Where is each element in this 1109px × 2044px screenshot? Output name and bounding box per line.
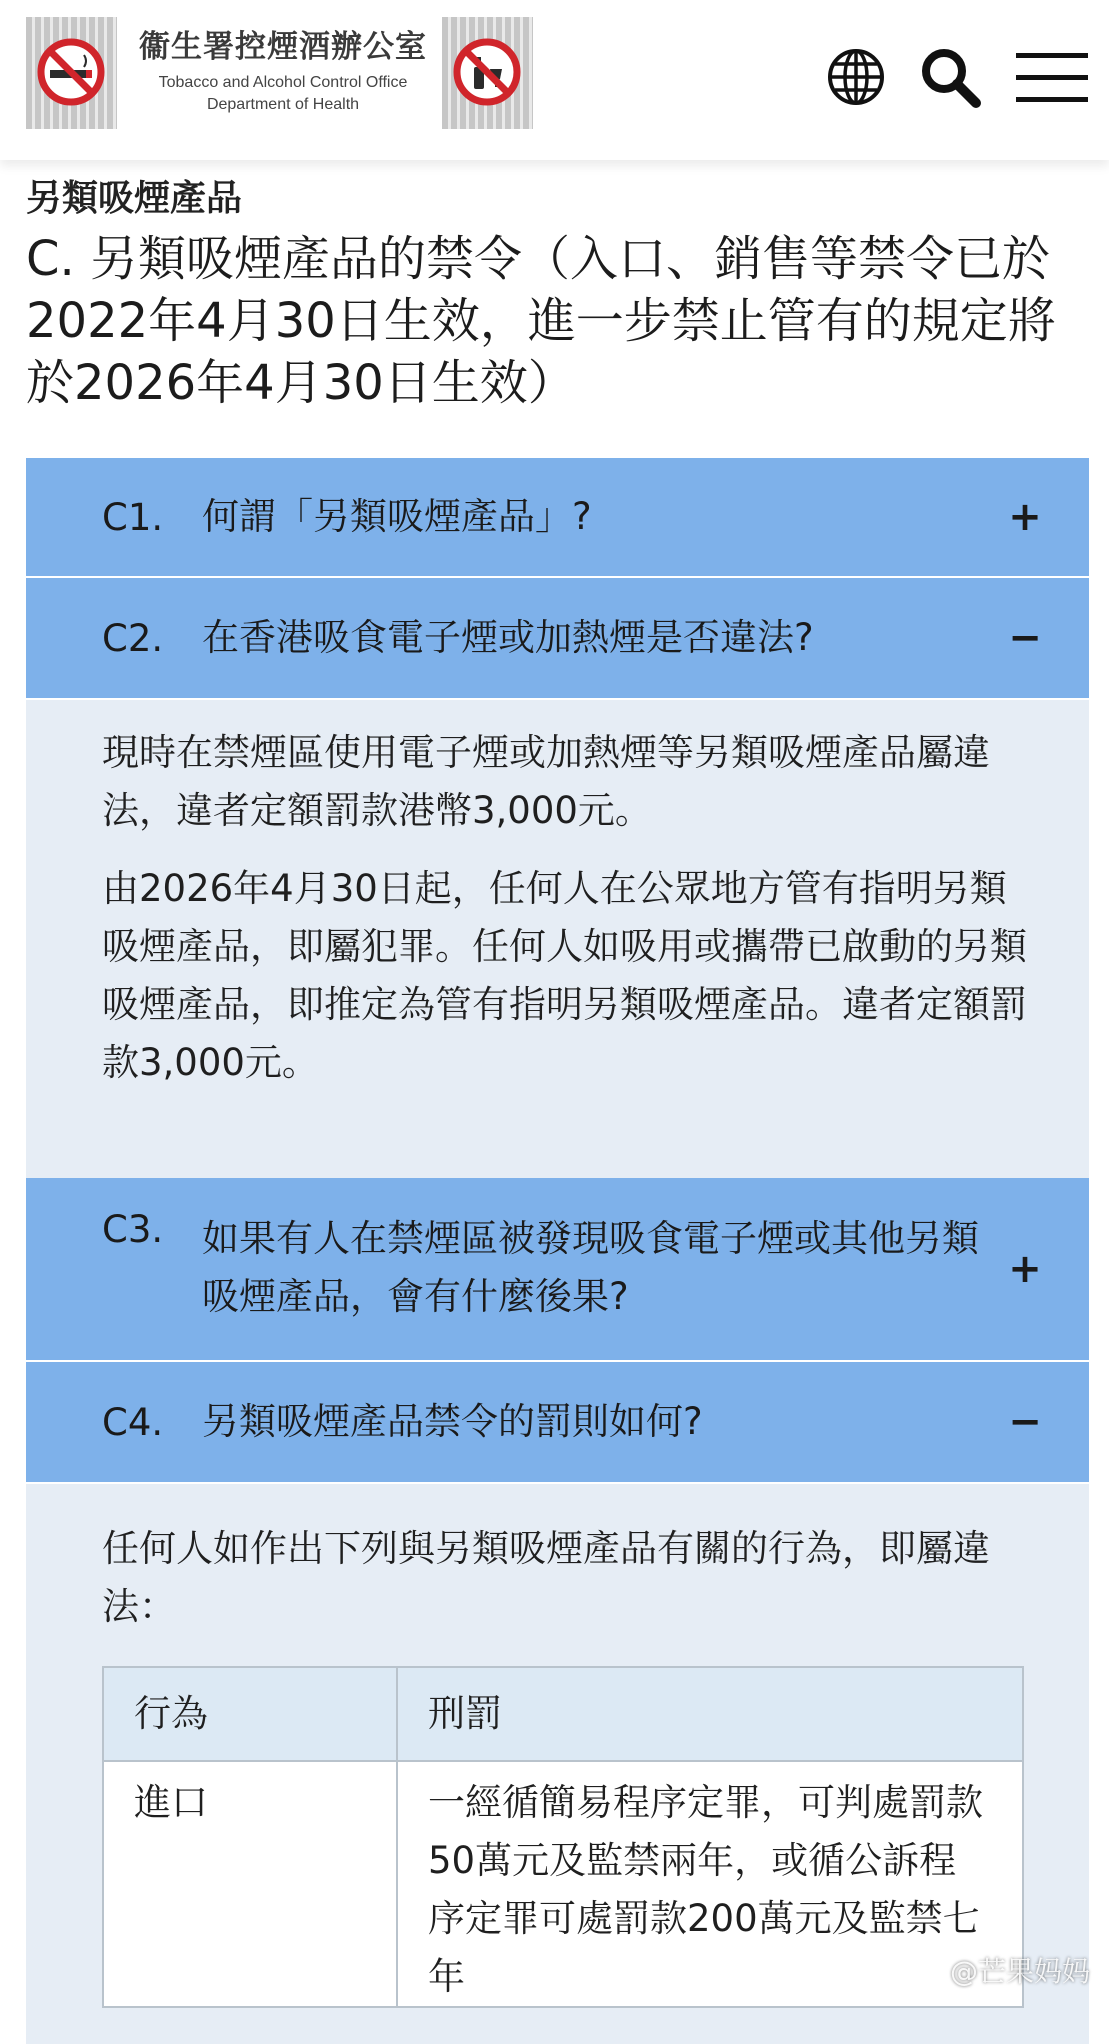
breadcrumb[interactable]: 另類吸煙產品 [26,178,243,219]
search-icon[interactable] [918,45,982,109]
faq-item-c4-header[interactable] [26,1362,1089,1484]
faq-number: C2. [102,616,164,660]
faq-item-c4-answer [26,1484,1089,2044]
no-smoking-icon [26,17,117,129]
logo-english-name: Tobacco and Alcohol Control Office [158,74,408,91]
faq-number: C1. [102,495,164,539]
answer-paragraph: 由2026年4月30日起，任何人在公眾地方管有指明另類吸煙產品，即屬犯罪。任何人如吸用或攜帶已啟動的另類吸煙產品，即推定為管有指明另類吸煙產品。違者定額罰款3,000元。 [102,867,1027,1084]
table-cell: 一經循簡易程序定罪，可判處罰款50萬元及監禁兩年，或循公訴程序定罪可處罰款200萬元及監禁七年 [397,1761,1023,2007]
table-header-cell: 刑罰 [397,1667,1023,1761]
site-logo[interactable] [26,17,533,129]
page-title: C. 另類吸煙產品的禁令（入口、銷售等禁令已於2022年4月30日生效，進一步禁止管有的規定將於2026年4月30日生效） [26,231,1056,411]
faq-question: 如果有人在禁煙區被發現吸食電子煙或其他另類吸煙產品，會有什麼後果? [202,1217,979,1318]
faq-number: C4. [102,1400,164,1444]
collapse-icon[interactable]: − [1008,1399,1042,1445]
expand-icon[interactable]: + [1008,1246,1042,1292]
no-alcohol-icon [442,17,533,129]
faq-question: 在香港吸食電子煙或加熱煙是否違法? [202,616,814,659]
answer-paragraph: 任何人如作出下列與另類吸煙產品有關的行為，即屬違法： [102,1527,990,1628]
expand-icon[interactable]: + [1008,494,1042,540]
table-header-cell: 行為 [103,1667,397,1761]
faq-item-c3-header[interactable] [26,1178,1089,1362]
logo-department-name: Department of Health [206,96,360,113]
collapse-icon[interactable]: − [1008,615,1042,661]
table-header-row [103,1667,1023,1761]
faq-accordion [26,458,1089,2044]
penalty-table [102,1666,1024,2008]
menu-icon[interactable] [1014,45,1090,109]
answer-paragraph: 現時在禁煙區使用電子煙或加熱煙等另類吸煙產品屬違法，違者定額罰款港幣3,000元。 [102,731,990,832]
table-cell: 進口 [103,1761,397,2007]
site-header [0,0,1109,160]
logo-chinese-name: 衞生署控煙酒辦公室 [139,29,427,65]
watermark: @芒果妈妈 [950,1955,1091,1988]
globe-icon[interactable] [824,45,888,109]
logo-text [129,17,437,129]
table-row [103,1761,1023,2007]
faq-question: 另類吸煙產品禁令的罰則如何? [202,1400,703,1443]
faq-item-c2-header[interactable] [26,578,1089,700]
faq-question: 何謂「另類吸煙產品」? [202,495,592,538]
faq-number: C3. [102,1208,164,1251]
faq-item-c1-header[interactable] [26,458,1089,578]
faq-item-c2-answer [26,700,1089,1178]
